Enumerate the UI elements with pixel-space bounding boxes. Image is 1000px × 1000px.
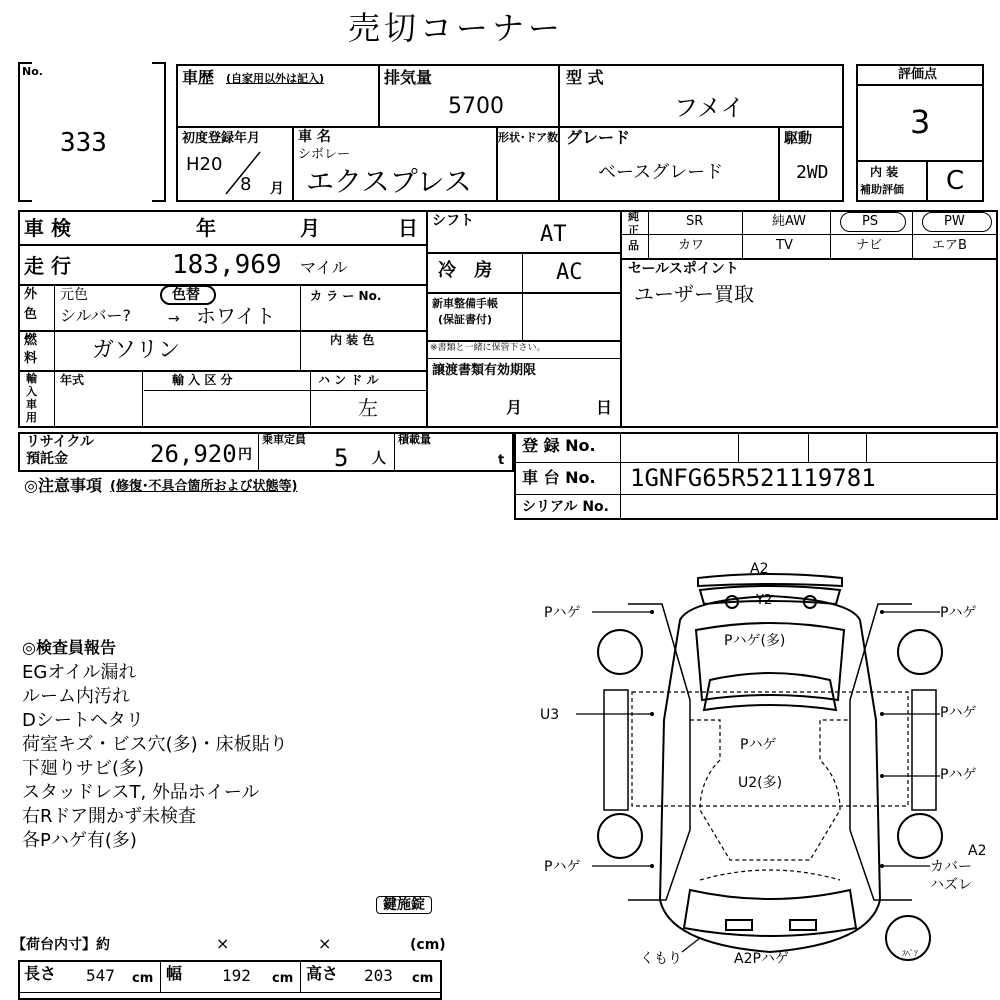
diagram-label-left-front: Pハゲ: [544, 605, 581, 621]
color-no-label: カ ラ ー No.: [310, 289, 382, 303]
genuine-label-2: 正: [628, 224, 639, 237]
first-reg-label: 初度登録年月: [182, 131, 261, 146]
diagram-label-y2: Y2: [756, 593, 773, 608]
drive-label: 駆動: [784, 131, 812, 147]
import-label-4: 用: [26, 411, 37, 424]
history-label: 車歴: [182, 68, 215, 87]
interior-score: C: [946, 166, 965, 196]
grade-label: グレード: [566, 128, 631, 147]
cargo-x1: ×: [216, 934, 230, 953]
first-reg-era: H20: [186, 154, 223, 175]
diagram-label-right-rear-2: ハズレ: [930, 877, 972, 893]
diagram-label-left-rear: Pハゲ: [544, 859, 581, 875]
cargo-height: 203: [364, 966, 393, 985]
caution-label: ◎注意事項: [24, 476, 102, 495]
genuine-navi: ナビ: [856, 238, 883, 253]
capacity-label: 乗車定員: [262, 433, 306, 446]
maintenance-label-2: (保証書付): [438, 313, 493, 326]
diagram-label-hood: Pハゲ(多): [724, 633, 786, 649]
import-division-label: 輸 入 区 分: [172, 373, 233, 387]
drive-value: 2WD: [796, 162, 829, 183]
diagram-label-spare: ｽﾍﾟｱ: [902, 949, 918, 958]
shaken-year: 年: [196, 216, 216, 240]
number-label: No.: [22, 65, 43, 78]
diagram-label-top: A2: [750, 561, 769, 577]
import-year-label: 年式: [60, 373, 85, 387]
displacement-value: 5700: [448, 94, 504, 119]
key-lock-label: 鍵施錠: [376, 896, 432, 914]
genuine-sr: SR: [686, 214, 704, 229]
aircon-value: AC: [556, 260, 583, 285]
cargo-height-unit: cm: [412, 971, 434, 986]
sales-point-label: セールスポイント: [628, 261, 739, 277]
shaken-month: 月: [300, 216, 320, 240]
exterior-from: シルバー?: [60, 306, 131, 325]
diagram-label-roof: Pハゲ: [740, 737, 777, 753]
inspector-line: 荷室キズ・ビス穴(多)・床板貼り: [22, 734, 288, 755]
chassis-value: 1GNFG65R521119781: [630, 464, 876, 492]
fuel-label-1: 燃: [24, 333, 38, 348]
recycle-label-1: リサイクル: [26, 434, 95, 450]
diagram-label-right-rear-a2: A2: [968, 843, 987, 859]
number-value: 333: [60, 128, 107, 158]
first-reg-month: 8: [240, 174, 252, 195]
score-value: 3: [910, 103, 931, 141]
aircon-label: 冷 房: [438, 260, 499, 281]
capacity-value: 5: [334, 444, 349, 472]
load-unit: t: [498, 453, 505, 468]
exterior-label-2: 色: [24, 307, 38, 322]
vehicle-damage-diagram: [540, 560, 1000, 980]
genuine-aw: 純AW: [772, 214, 807, 229]
genuine-label-1: 純: [628, 210, 639, 223]
shift-value: AT: [540, 222, 567, 247]
exterior-orig-label: 元色: [60, 287, 88, 303]
shape-label: 形状･ドア数: [498, 131, 559, 144]
model-label: 型 式: [566, 68, 604, 87]
shaken-label: 車 検: [24, 216, 71, 240]
cargo-width-label: 幅: [166, 964, 183, 983]
inspector-line: EGオイル漏れ: [22, 662, 137, 683]
caution-note: (修復･不具合箇所および状態等): [110, 479, 298, 494]
diagram-label-center: U2(多): [738, 775, 783, 791]
mileage-unit: マイル: [300, 258, 348, 277]
diagram-label-bottom-left: くもり: [640, 951, 682, 967]
inspector-line: スタッドレスT, 外品ホイール: [22, 782, 260, 803]
load-label: 積載量: [398, 433, 431, 446]
cargo-width: 192: [222, 966, 251, 985]
model-value: フメイ: [674, 94, 745, 122]
chassis-label: 車 台 No.: [522, 468, 596, 487]
maintenance-label-1: 新車整備手帳: [432, 297, 498, 310]
inspector-line: 各Pハゲ有(多): [22, 830, 137, 851]
transfer-label: 譲渡書類有効期限: [432, 363, 537, 378]
cargo-unit-header: (cm): [410, 937, 446, 953]
first-reg-month-unit: 月: [270, 181, 284, 197]
diagram-label-right-mid2: Pハゲ: [940, 767, 977, 783]
number-box: [18, 62, 166, 202]
registration-label: 登 録 No.: [522, 436, 596, 455]
inspector-line: Dシートヘタリ: [22, 710, 144, 731]
interior-label-1: 内 装: [870, 165, 899, 179]
exterior-label-1: 外: [24, 287, 38, 302]
exterior-to: ホワイト: [196, 304, 276, 328]
diagram-label-right-front: Pハゲ: [940, 605, 977, 621]
cargo-label: 【荷台内寸】約: [12, 937, 110, 953]
interior-label-2: 補助評価: [860, 183, 904, 196]
transfer-day: 日: [596, 398, 613, 417]
history-note: (自家用以外は記入): [226, 72, 325, 85]
serial-label: シリアル No.: [522, 499, 609, 515]
cargo-length-unit: cm: [132, 971, 154, 986]
exterior-changed-label: 色替: [172, 287, 200, 303]
handle-label: ハ ン ド ル: [318, 373, 379, 387]
genuine-airbag: エアB: [932, 238, 967, 253]
diagram-label-right-rear-1: カバー: [930, 859, 972, 875]
inspector-line: ルーム内汚れ: [22, 686, 130, 707]
import-label-3: 車: [26, 398, 37, 411]
mileage-value: 183,969: [172, 250, 282, 280]
cargo-height-label: 高さ: [306, 964, 339, 983]
import-label-2: 入: [26, 385, 37, 398]
diagram-label-left-mid: U3: [540, 707, 560, 723]
recycle-label-2: 預託金: [26, 451, 68, 467]
recycle-value: 26,920: [150, 440, 237, 468]
handle-value: 左: [358, 396, 378, 420]
genuine-tv: TV: [776, 238, 793, 253]
grade-value: ベースグレード: [598, 162, 724, 183]
interior-color-label: 内 装 色: [330, 333, 375, 347]
detail-grid: [18, 210, 998, 428]
import-label-1: 輸: [26, 372, 37, 385]
sales-point-value: ユーザー買取: [634, 282, 754, 306]
fuel-value: ガソリン: [92, 338, 181, 363]
score-label: 評価点: [898, 67, 938, 82]
genuine-leather: カワ: [678, 238, 705, 253]
displacement-label: 排気量: [384, 68, 433, 87]
diagram-label-right-mid1: Pハゲ: [940, 705, 977, 721]
genuine-pw: PW: [944, 214, 965, 229]
car-name: エクスプレス: [306, 165, 472, 198]
car-name-label: 車 名: [298, 129, 331, 145]
fuel-label-2: 料: [24, 351, 38, 366]
inspector-line: 下廻りサビ(多): [22, 758, 145, 779]
cargo-length: 547: [86, 966, 115, 985]
mileage-label: 走 行: [24, 254, 71, 278]
cargo-width-unit: cm: [272, 971, 294, 986]
shaken-day: 日: [398, 216, 418, 240]
diagram-label-bottom-center: A2Pハゲ: [734, 951, 789, 967]
inspector-line: 右Rドア開かず未検査: [22, 806, 196, 827]
recycle-unit: 円: [238, 447, 252, 463]
page-title: 売切コーナー: [348, 9, 565, 47]
cargo-x2: ×: [318, 934, 332, 953]
genuine-ps: PS: [862, 214, 879, 229]
shift-label: シフト: [432, 213, 474, 229]
transfer-month: 月: [506, 398, 523, 417]
cargo-length-label: 長さ: [24, 964, 57, 983]
maintenance-note: ※書類と一緒に保管下さい。: [430, 343, 546, 353]
capacity-unit: 人: [372, 451, 386, 467]
inspector-heading: ◎検査員報告: [22, 638, 116, 657]
exterior-arrow: →: [168, 311, 180, 327]
genuine-label-3: 品: [628, 239, 639, 252]
car-maker: シボレー: [298, 147, 351, 162]
